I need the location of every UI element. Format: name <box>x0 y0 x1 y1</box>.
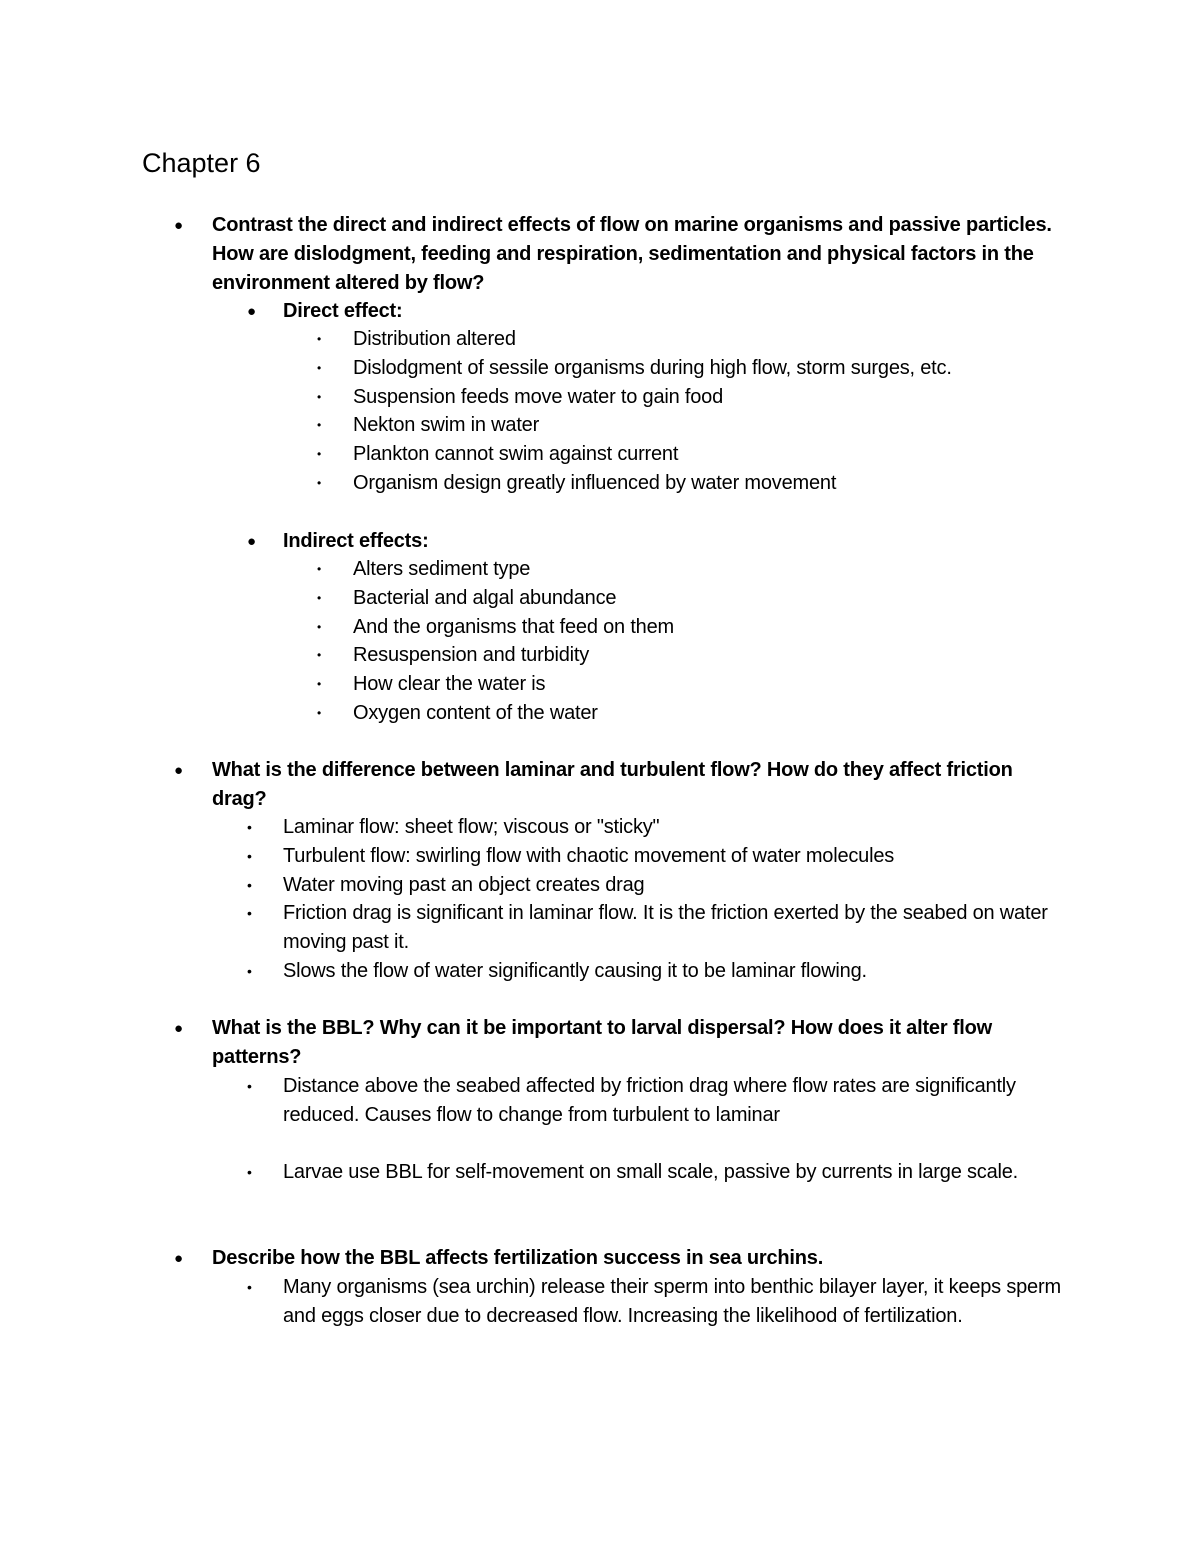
question-3-text: What is the BBL? Why can it be important to larval dispersal? How does it alter flow patterns? <box>212 1017 992 1068</box>
bullet-icon: • <box>247 819 252 835</box>
bullet-icon: ● <box>174 217 184 234</box>
bullet-icon: ● <box>174 762 184 779</box>
bullet-icon: • <box>317 418 322 432</box>
bullet-icon: • <box>317 562 322 576</box>
bullet-icon: • <box>317 476 322 490</box>
bullet-icon: • <box>317 447 322 461</box>
bullet-icon: ● <box>174 1250 184 1267</box>
bullet-icon: • <box>317 620 322 634</box>
document-page: Chapter 6 ● Contrast the direct and indirect effects of flow on marine organisms and passive particles. How are dislodgment, feeding and respiration, sedimentation and physical factors in the environment altered by flow? ● Direct effect: • Distribution altered • Dislodgment of sessile organisms during high flow, storm surges, etc. • Suspension feeds move water to gain food • Nekton swim in water • Plankton cannot swim against current • Organism design greatly influenced by water movement ● Indirect effects: • Alters sediment type • Bacterial and algal abundance • And the organisms that feed on them • Resuspension and turbidity • How clear the water is • Oxygen content of the water ● What is the difference between laminar and turbulent flow? How do they affect friction drag? • Laminar flow: sheet flow; viscous or "sticky" • Turbulent flow: swirling flow with chaotic movement of water molecules • Water moving past an object creates drag • Friction drag is significant in laminar flow. It is the friction exerted by the seabed on water moving past it. • Slows the flow of water significantly causing it to be laminar flowing. ● What is the BBL? Why can it be important to larval dispersal? How does it alter flow patterns? • Distance above the seabed affected by friction drag where flow rates are significantly reduced. Causes flow to change from turbulent to laminar • Larvae use BBL for self-movement on small scale, passive by currents in large scale. ● Describe how the BBL affects fertilization success in sea urchins. • Many organisms (sea urchin) release their sperm into benthic bilayer layer, it keeps sperm and eggs closer due to decreased flow. Increasing the likelihood of fertilization. <box>142 148 1061 1327</box>
bullet-icon: ● <box>247 533 257 550</box>
bullet-icon: • <box>247 1279 252 1295</box>
bullet-icon: • <box>247 1164 252 1180</box>
bullet-icon: ● <box>174 1020 184 1037</box>
bullet-icon: • <box>247 1078 252 1094</box>
bullet-icon: • <box>317 706 322 720</box>
bullet-icon: • <box>247 848 252 864</box>
bullet-icon: • <box>317 332 322 346</box>
bullet-icon: • <box>247 905 252 921</box>
question-1-text: Contrast the direct and indirect effects of flow on marine organisms and passive particles. How are dislodgment, feeding and respiration, sedimentation and physical factors in the environment altered by flow? <box>212 214 1052 294</box>
bullet-icon: • <box>317 648 322 662</box>
bullet-icon: ● <box>247 303 257 320</box>
question-4-text: Describe how the BBL affects fertilization success in sea urchins. <box>212 1247 824 1269</box>
bullet-icon: • <box>317 591 322 605</box>
bullet-icon: • <box>247 877 252 893</box>
bullet-icon: • <box>317 390 322 404</box>
bullet-icon: • <box>317 361 322 375</box>
page-title: Chapter 6 <box>142 148 261 178</box>
question-2-text: What is the difference between laminar and turbulent flow? How do they affect friction drag? <box>212 759 1013 810</box>
bullet-icon: • <box>317 677 322 691</box>
bullet-icon: • <box>247 963 252 979</box>
